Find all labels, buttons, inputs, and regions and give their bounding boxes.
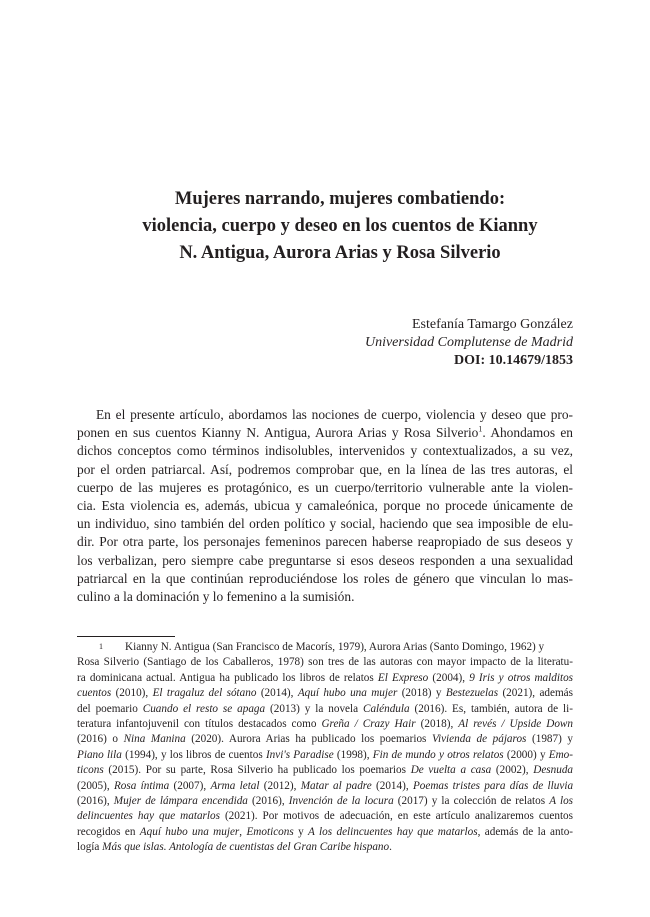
book-title: Más que islas. Antología de cuentistas del Gran Caribe hispano bbox=[102, 841, 390, 854]
book-title: Greña / Crazy Hair bbox=[321, 718, 416, 731]
footnote-text: (2016), bbox=[247, 795, 289, 808]
footnote-text: (2021), además bbox=[498, 687, 573, 700]
title-line-3: N. Antigua, Aurora Arias y Rosa Silverio bbox=[179, 243, 501, 263]
footnote-number: 1 bbox=[99, 642, 103, 651]
book-title: Emo- bbox=[548, 748, 573, 761]
book-title: A los delincuentes hay que matarlos bbox=[308, 825, 478, 838]
footnote-text: (2016), bbox=[77, 795, 114, 808]
book-title: De vuelta a casa bbox=[410, 764, 492, 777]
footnote-text: , bbox=[239, 825, 247, 838]
abstract-line: cia. Esta violencia es, además, ubicua y camaleónica, porque no procede únicamente de bbox=[77, 498, 573, 514]
book-title: Vivienda de pájaros bbox=[431, 733, 527, 746]
footnote-text: , además de la anto- bbox=[477, 825, 574, 838]
book-title: Piano lila bbox=[77, 748, 122, 761]
book-title: Nina Manina bbox=[123, 733, 186, 746]
abstract-line: los verbalizan, pero siempre cabe preguntarse si esos deseos responden a una sexualidad bbox=[77, 552, 573, 568]
book-title: 9 Iris y otros malditos bbox=[469, 671, 574, 684]
book-title: Rosa íntima bbox=[113, 779, 170, 792]
footnote-text: (2004), bbox=[428, 671, 470, 684]
book-title: Emoticons bbox=[246, 825, 294, 838]
footnote-line: Rosa Silverio (Santiago de los Caballeros, 1978) son tres de las autoras con mayor impacto de la literatu- bbox=[77, 656, 573, 669]
abstract-line: cuerpo de las mujeres es protagónico, es un cuerpo/territorio vulnerable ante la violen- bbox=[77, 479, 573, 495]
footnote-text: recogidos en bbox=[77, 825, 140, 838]
footnote-text: (2012), bbox=[259, 779, 301, 792]
abstract-line: patriarcal en la que continúan reproduciéndose los roles de género que vinculan lo mas- bbox=[77, 570, 573, 586]
footnote-text: (2015). Por su parte, Rosa Silverio ha publicado los poemarios bbox=[103, 764, 411, 777]
footnote-text: teratura infantojuvenil con títulos destacados como bbox=[77, 718, 322, 731]
footnote-line bbox=[77, 640, 573, 655]
author-name: Estefanía Tamargo González bbox=[412, 317, 573, 332]
book-title: Cuando el resto se apaga bbox=[142, 702, 266, 715]
book-title: Matar al padre bbox=[300, 779, 372, 792]
book-title: Desnuda bbox=[533, 764, 574, 777]
footnote-line bbox=[77, 840, 573, 855]
footnote-text: (2002), bbox=[491, 764, 534, 777]
abstract-line: dir. Por otra parte, los personajes femeninos parecen haberse reapropiado de sus deseos y bbox=[77, 534, 573, 550]
book-title: A los bbox=[549, 795, 574, 808]
footnote-line bbox=[77, 732, 573, 747]
footnote-text: (2020). Aurora Arias ha publicado los poemarios bbox=[185, 733, 432, 746]
book-title: ticons bbox=[77, 764, 104, 777]
abstract-line-text: . Ahondamos en bbox=[482, 425, 573, 441]
abstract-line: dichos conceptos como términos indisolubles, intervenidos y contextualizados, a su vez, bbox=[77, 443, 573, 459]
book-title: Caléndula bbox=[362, 702, 410, 715]
footnote-line bbox=[77, 686, 573, 701]
abstract-line bbox=[77, 424, 573, 442]
footnote-text: (2018), bbox=[415, 718, 459, 731]
footnote-line bbox=[77, 671, 573, 686]
article-title bbox=[80, 186, 600, 267]
footnote-text: (2016). Es, también, autora de li- bbox=[409, 702, 573, 715]
abstract-line: por el orden patriarcal. Así, podremos comprobar que, en la línea de las tres autoras, el bbox=[77, 461, 573, 477]
footnote-separator bbox=[77, 636, 175, 637]
byline bbox=[365, 316, 573, 370]
book-title: Bestezuelas bbox=[445, 687, 499, 700]
footnote-text: (2000) y bbox=[503, 748, 549, 761]
footnote-line bbox=[77, 748, 573, 763]
footnote-text: del poemario bbox=[77, 702, 143, 715]
abstract-line: culino a la dominación y lo femenino a la sumisión. bbox=[77, 589, 355, 605]
book-title: delincuentes hay que matarlos bbox=[77, 810, 220, 823]
footnote-text: logía bbox=[77, 841, 103, 854]
footnote-text: Kianny N. Antigua (San Francisco de Macorís, 1979), Aurora Arias (Santo Domingo, 1962) y bbox=[125, 641, 545, 653]
footnote-line bbox=[77, 702, 573, 717]
footnote-text: (2013) y la novela bbox=[265, 702, 363, 715]
book-title: El tragaluz del sótano bbox=[152, 687, 257, 700]
footnote-text: (2010), bbox=[111, 687, 153, 700]
footnote-text: (2007), bbox=[169, 779, 211, 792]
footnote-line bbox=[77, 763, 573, 778]
footnote-text: (2005), bbox=[77, 779, 114, 792]
book-title: Invi's Paradise bbox=[265, 748, 334, 761]
book-title: Invención de la locura bbox=[288, 795, 394, 808]
footnote-text: (2014), bbox=[371, 779, 413, 792]
footnote-text: . bbox=[389, 841, 392, 854]
footnote-text: (2016) o bbox=[77, 733, 124, 746]
title-line-2: violencia, cuerpo y deseo en los cuentos de Kianny bbox=[142, 216, 538, 236]
footnote-text: ra dominicana actual. Antigua ha publicado los libros de relatos bbox=[77, 671, 378, 684]
book-title: cuentos bbox=[77, 687, 112, 700]
author-affiliation: Universidad Complutense de Madrid bbox=[364, 335, 573, 350]
abstract-line: un individuo, sino también del orden político y social, haciendo que sea imposible de elu- bbox=[77, 516, 573, 532]
footnote-text: (2017) y la colección de relatos bbox=[393, 795, 550, 808]
footnote-line bbox=[77, 809, 573, 824]
title-line-1: Mujeres narrando, mujeres combatiendo: bbox=[174, 189, 506, 209]
book-title: Mujer de lámpara encendida bbox=[113, 795, 248, 808]
book-title: Al revés / Upside Down bbox=[458, 718, 573, 731]
footnote-line bbox=[77, 794, 573, 809]
abstract-line: En el presente artículo, abordamos las nociones de cuerpo, violencia y deseo que pro- bbox=[96, 407, 573, 422]
footnote-ref[interactable]: 1 bbox=[478, 424, 483, 434]
footnote-text: (2021). Por motivos de adecuación, en este artículo analizaremos cuentos bbox=[219, 810, 573, 823]
footnote-text: (1987) y bbox=[526, 733, 573, 746]
footnote bbox=[77, 640, 573, 856]
book-title: Poemas tristes para días de lluvia bbox=[412, 779, 574, 792]
footnote-line bbox=[77, 825, 573, 840]
footnote-text: (1994), y los libros de cuentos bbox=[121, 748, 266, 761]
footnote-line bbox=[77, 779, 573, 794]
book-title: El Expreso bbox=[377, 671, 429, 684]
book-title: Arma letal bbox=[210, 779, 260, 792]
footnote-text: (2014), bbox=[256, 687, 298, 700]
doi: DOI: 10.14679/1853 bbox=[454, 353, 573, 368]
footnote-text: (2018) y bbox=[397, 687, 446, 700]
book-title: Fin de mundo y otros relatos bbox=[372, 748, 504, 761]
footnote-line bbox=[77, 717, 573, 732]
book-title: Aquí hubo una mujer bbox=[139, 825, 240, 838]
footnote-text: (1998), bbox=[333, 748, 373, 761]
footnote-text: y bbox=[293, 825, 309, 838]
book-title: Aquí hubo una mujer bbox=[297, 687, 398, 700]
abstract-line-text: ponen en sus cuentos Kianny N. Antigua, Aurora Arias y Rosa Silverio bbox=[77, 425, 479, 441]
abstract-paragraph bbox=[77, 406, 573, 606]
